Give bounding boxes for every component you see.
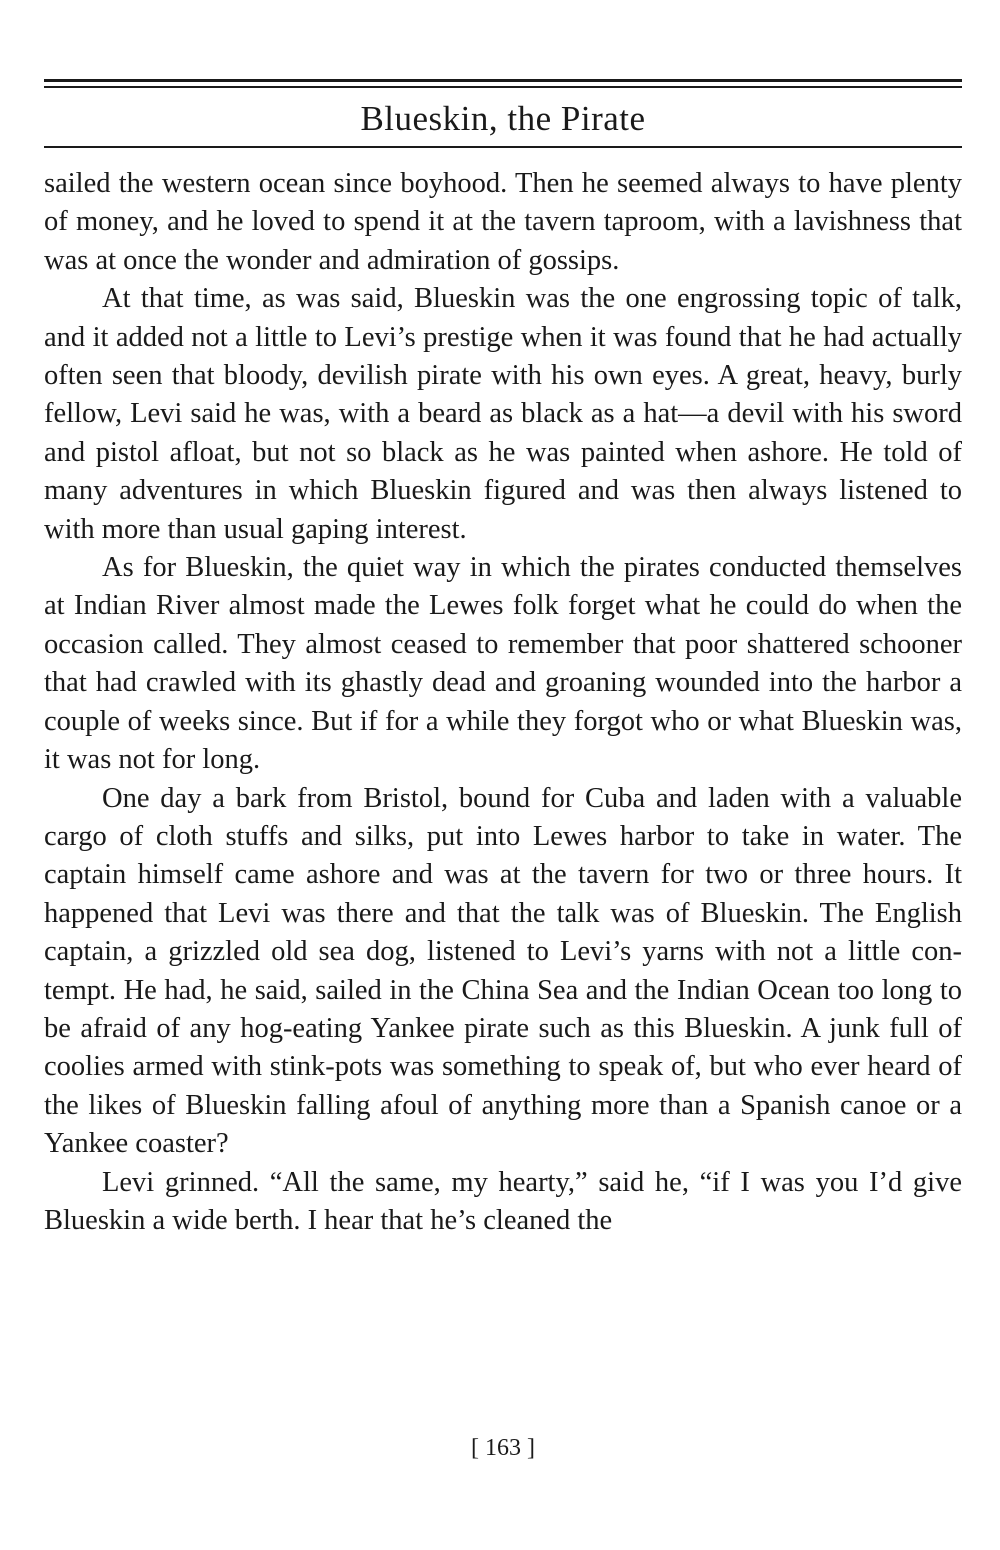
header-underline-rule: [44, 146, 962, 148]
paragraph: Levi grinned. “All the same, my hearty,” said he, “if I was you I’d give Blueskin a wide berth. I hear that he’s cleaned the: [44, 1166, 962, 1236]
body-text: [44, 165, 962, 1240]
page-number: [ 163 ]: [471, 1435, 535, 1461]
header-double-rule-top: [44, 79, 962, 82]
book-page: [44, 0, 962, 1550]
header-double-rule-bottom: [44, 86, 962, 88]
paragraph: As for Blueskin, the quiet way in which the pirates conducted themselves at Indian River almost made the Lewes folk forget what he could do when the occasion called. They almost ceased to remember that poor shattered schooner that had crawled with its ghastly dead and groaning wounded into the harbor a couple of weeks since. But if for a while they forgot who or what Blueskin was, it was not for long.: [44, 552, 962, 776]
paragraph-continued: sailed the western ocean since boyhood. Then he seemed always to have plenty of money, and he loved to spend it at the tavern taproom, with a lavishness that was at once the wonder and admiration of gossips.: [44, 168, 962, 276]
paragraph: At that time, as was said, Blueskin was the one engrossing topic of talk, and it added not a little to Levi’s prestige when it was found that he had actually often seen that bloody, devilish pirate with his own eyes. A great, heavy, burly fellow, Levi said he was, with a beard as black as a hat—a devil with his sword and pistol afloat, but not so black as he was painted when ashore. He told of many adventures in which Blueskin figured and was then always listened to with more than usual gaping interest.: [44, 283, 962, 545]
paragraph: One day a bark from Bristol, bound for Cuba and laden with a valuable cargo of cloth stuffs and silks, put into Lewes harbor to take in water. The captain himself came ashore and was at the tavern for two or three hours. It happened that Levi was there and that the talk was of Blueskin. The English captain, a grizzled old sea dog, listened to Levi’s yarns with not a little contempt. He had, he said, sailed in the China Sea and the Indian Ocean too long to be afraid of any hog-eating Yankee pirate such as this Blueskin. A junk full of coolies armed with stink-pots was something to speak of, but who ever heard of the likes of Blueskin falling afoul of anything more than a Spanish canoe or a Yankee coaster?: [44, 782, 962, 1160]
running-title: Blueskin, the Pirate: [360, 99, 646, 138]
